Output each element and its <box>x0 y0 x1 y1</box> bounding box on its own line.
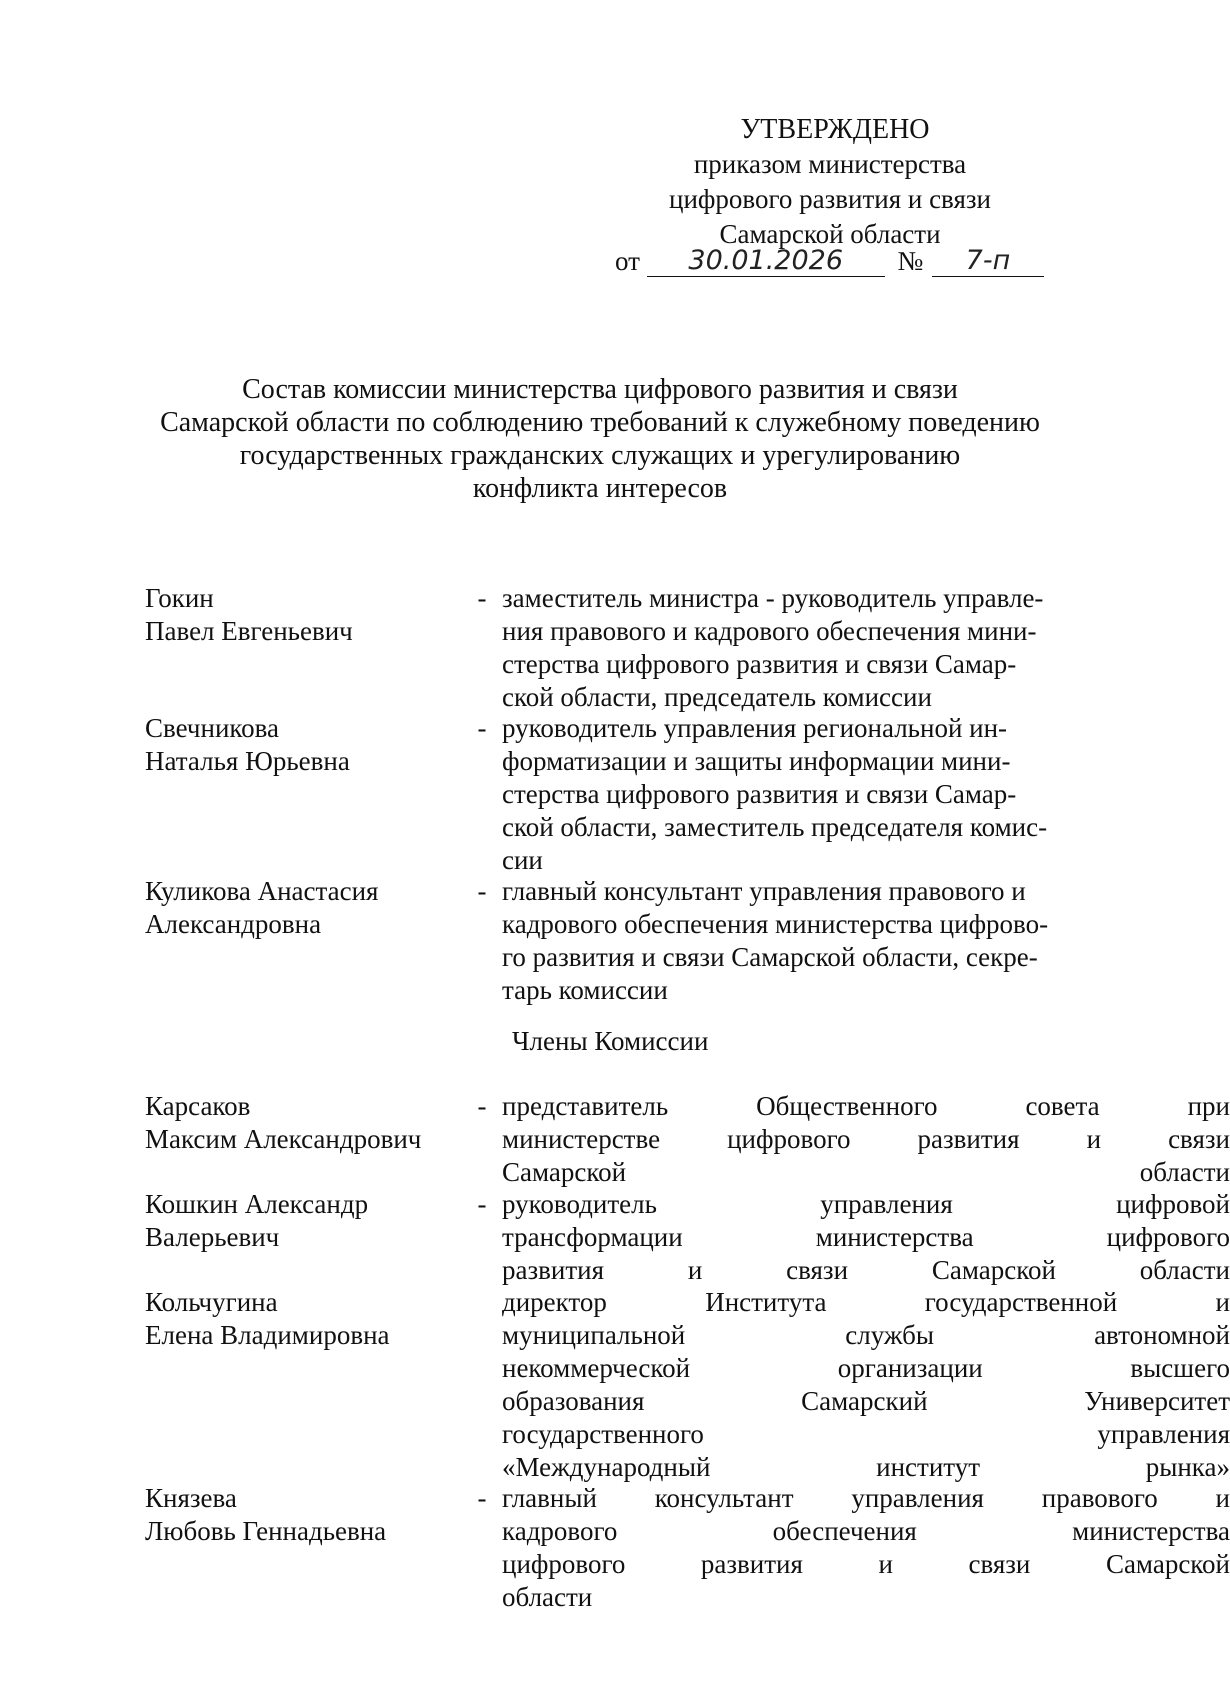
person-name: Князева Любовь Геннадьевна <box>145 1483 387 1546</box>
word: директор <box>502 1287 607 1317</box>
spread-line <box>502 1090 1230 1123</box>
person-position: главный консультант управления правового и кадрового обеспечения министерства цифрового развития и связи Самарской области <box>502 1483 1230 1612</box>
spread-line <box>502 1286 1230 1319</box>
dash: - <box>477 1189 487 1219</box>
person-name: Кольчугина Елена Владимировна <box>145 1287 390 1350</box>
word: муниципальной <box>502 1320 686 1350</box>
word: министерства <box>815 1222 974 1252</box>
approval-block <box>600 112 1060 252</box>
word: кадрового <box>502 1516 618 1546</box>
word: Университет <box>1084 1386 1230 1416</box>
spread-line <box>502 1418 1230 1451</box>
approval-line: Самарской области <box>719 219 941 249</box>
person-position: представитель Общественного совета при министерстве цифрового развития и связи Самарской области <box>502 1091 1230 1187</box>
person-position: директор Института государственной и муниципальной службы автономной некоммерческой организации высшего образования Самарский Университет государственного управления «Международный институт рынка» <box>502 1287 1230 1482</box>
word: развития <box>700 1549 803 1579</box>
dash: - <box>477 1091 487 1121</box>
word: при <box>1187 1091 1230 1121</box>
person-name: Куликова Анастасия Александровна <box>145 876 379 939</box>
word: цифрового <box>502 1549 626 1579</box>
word: и <box>1215 1287 1230 1317</box>
person-position: заместитель министра - руководитель управле- ния правового и кадрового обеспечения мини- стерства цифрового развития и связи Самар- ской области, председатель комиссии <box>502 583 1044 712</box>
number-prefix: № <box>897 246 924 276</box>
spread-line <box>502 1221 1230 1254</box>
members-heading: Члены Комиссии <box>512 1026 709 1056</box>
word: государственной <box>924 1287 1118 1317</box>
spread-line <box>502 1188 1230 1221</box>
word: высшего <box>1130 1353 1230 1383</box>
person-name: Кошкин Александр Валерьевич <box>145 1189 369 1252</box>
word: цифрового <box>727 1124 851 1154</box>
person-position: руководитель управления региональной ин- форматизации и защиты информации мини- стерства цифрового развития и связи Самар- ской области, заместитель председателя комис- сии <box>502 713 1048 875</box>
order-number-handwritten: 7-п <box>932 246 1044 277</box>
person-position: главный консультант управления правового и кадрового обеспечения министерства цифрово- го развития и связи Самарской области, секре- тарь комиссии <box>502 876 1049 1005</box>
dash: - <box>477 583 487 613</box>
date-prefix: от <box>615 246 640 276</box>
dash: - <box>477 1483 487 1513</box>
word: связи <box>968 1549 1031 1579</box>
title-line: конфликта интересов <box>472 473 728 504</box>
person-name: Гокин Павел Евгеньевич <box>145 583 353 646</box>
word: организации <box>837 1353 983 1383</box>
word: цифровой <box>1116 1189 1230 1219</box>
person-name: Свечникова Наталья Юрьевна <box>145 713 350 776</box>
spread-line <box>502 1319 1230 1352</box>
order-date-line <box>615 245 1044 281</box>
spread-line <box>502 1385 1230 1418</box>
word: некоммерческой <box>502 1353 691 1383</box>
word: развития <box>917 1124 1020 1154</box>
spread-line <box>502 1515 1230 1548</box>
person-position: руководитель управления цифровой трансформации министерства цифрового развития и связи Самарской области <box>502 1189 1230 1285</box>
spread-line <box>502 1548 1230 1581</box>
word: Общественного <box>756 1091 938 1121</box>
word: обеспечения <box>772 1516 917 1546</box>
spread-line <box>502 1123 1230 1156</box>
word: управления <box>820 1189 953 1219</box>
word: министерстве <box>502 1124 661 1154</box>
word: связи <box>1168 1124 1230 1154</box>
approval-line: приказом министерства <box>693 149 967 179</box>
word: министерства <box>1072 1516 1230 1546</box>
word: представитель <box>502 1091 669 1121</box>
word: цифрового <box>1106 1222 1230 1252</box>
word: совета <box>1025 1091 1100 1121</box>
spread-line <box>502 1352 1230 1385</box>
word: Самарской <box>1105 1549 1230 1579</box>
word: и <box>878 1549 893 1579</box>
word: Самарский <box>801 1386 928 1416</box>
word: государственного <box>502 1419 704 1449</box>
dash: - <box>477 713 487 743</box>
title-line: Самарской области по соблюдению требований к служебному поведению <box>160 407 1040 438</box>
word: руководитель <box>502 1189 657 1219</box>
title-line: государственных гражданских служащих и урегулированию <box>239 440 961 471</box>
title-line: Состав комиссии министерства цифрового развития и связи <box>242 374 958 405</box>
word: Института <box>705 1287 827 1317</box>
document-title <box>130 373 1070 505</box>
word: трансформации <box>502 1222 683 1252</box>
word: управления <box>1097 1419 1230 1449</box>
word: и <box>1086 1124 1102 1154</box>
word: автономной <box>1094 1320 1230 1350</box>
dash: - <box>477 876 487 906</box>
person-name: Карсаков Максим Александрович <box>145 1091 422 1154</box>
approval-heading: УТВЕРЖДЕНО <box>740 114 930 145</box>
word: службы <box>845 1320 935 1350</box>
order-date-handwritten: 30.01.2026 <box>647 246 885 277</box>
approval-line: цифрового развития и связи <box>669 184 991 214</box>
word: образования <box>502 1386 645 1416</box>
